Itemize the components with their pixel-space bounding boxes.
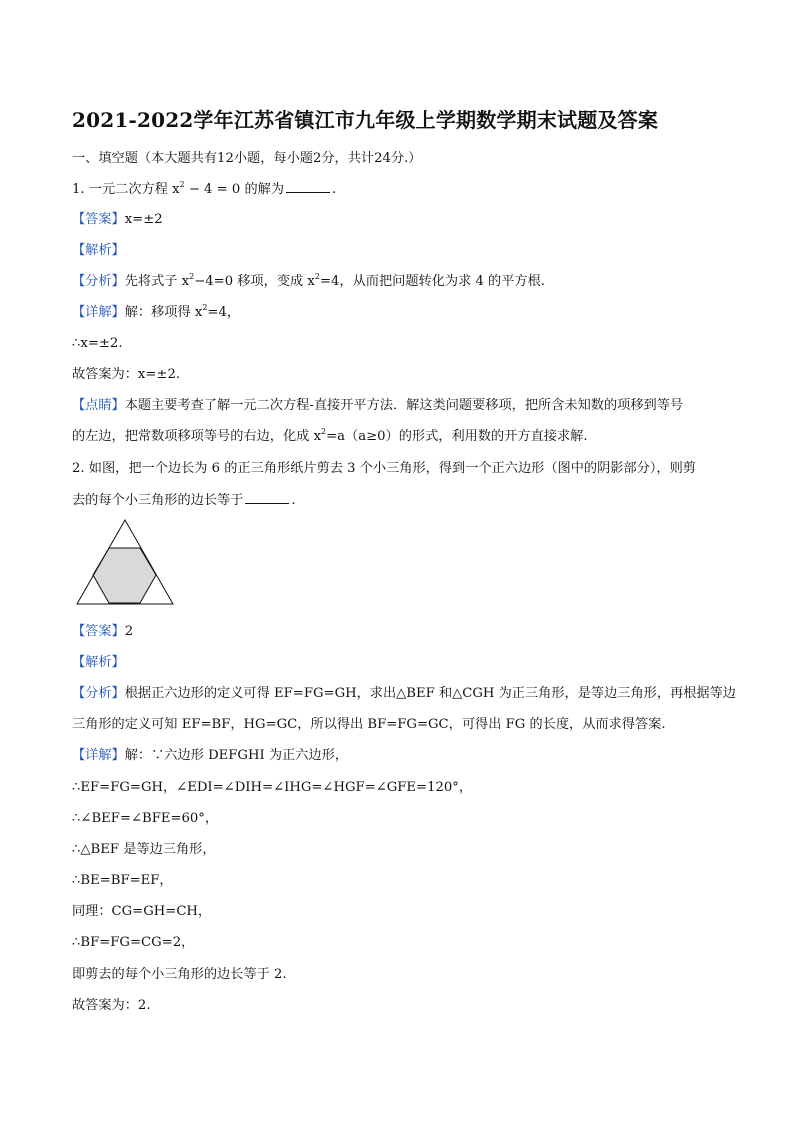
q2-fenxi-1: 【分析】根据正六边形的定义可得 EF=FG=GH，求出△BEF 和△CGH 为正三角形，是等边三角形，再根据等边 [72,686,736,701]
answer-blank [245,491,289,504]
q1-dianjing-2: 的左边，把常数项移项等号的右边，化成 $x^2=a(a\ge 0)$的形式，利用数的开方直接求解. [72,427,588,444]
q2-fenxi-2: 三角形的定义可知 EF=BF，HG=GC，所以得出 BF=FG=GC，可得出 FG 的长度，从而求得答案. [72,717,666,732]
q1-step: ∴x=±2. [72,336,123,351]
q1-answer: 【答案】x=±2 [72,212,163,227]
q1-jiexi: 【解析】 [72,243,125,258]
q1-stem: 1. 一元二次方程 $x^2 - 4 = 0$ 的解为 . [72,180,337,197]
q1-xiangjie: 【详解】解：移项得 $x^2=4$， [72,303,241,320]
q2-xiangjie: 【详解】解：∵六边形 DEFGHI 为正六边形， [72,748,348,763]
answer-blank [286,180,330,193]
q2-answer: 【答案】2 [72,624,134,639]
q2-step-5: 同理：CG=GH=CH， [72,904,212,919]
q1-final: 故答案为：x=±2. [72,367,181,382]
section-heading: 一、填空题（本大题共有12小题，每小题2分，共计24分.） [72,151,422,166]
q2-step-6: ∴BF=FG=CG=2， [72,935,195,950]
q2-final: 故答案为：2. [72,998,151,1013]
hexagon-shaded [93,548,156,603]
q2-step-2: ∴∠BEF=∠BFE=60°， [72,811,219,826]
triangle-hexagon-figure [72,518,182,610]
page-title: 2021-2022学年江苏省镇江市九年级上学期数学期末试题及答案 [72,108,659,132]
q1-fenxi: 【分析】先将式子 $x^2-4=0$ 移项，变成 $x^2=4$，从而把问题转化为求 4 的平方根. [72,272,545,289]
q1-dianjing-1: 【点睛】本题主要考查了解一元二次方程-直接开平方法．解这类问题要移项，把所含未知数的项移到等号 [72,398,684,413]
q2-step-4: ∴BE=BF=EF， [72,873,173,888]
q2-step-1: ∴EF=FG=GH，∠EDI=∠DIH=∠IHG=∠HGF=∠GFE=120°， [72,780,473,795]
q2-stem-2: 去的每个小三角形的边长等于 . [72,493,296,508]
q2-jiexi: 【解析】 [72,655,125,670]
q2-step-7: 即剪去的每个小三角形的边长等于 2. [72,967,287,982]
q2-step-3: ∴△BEF 是等边三角形， [72,842,216,857]
answer-tag: 【答案】 [72,212,125,227]
q2-stem-1: 2. 如图，把一个边长为 6 的正三角形纸片剪去 3 个小三角形，得到一个正六边形（图中的阴影部分），则剪 [72,461,696,476]
